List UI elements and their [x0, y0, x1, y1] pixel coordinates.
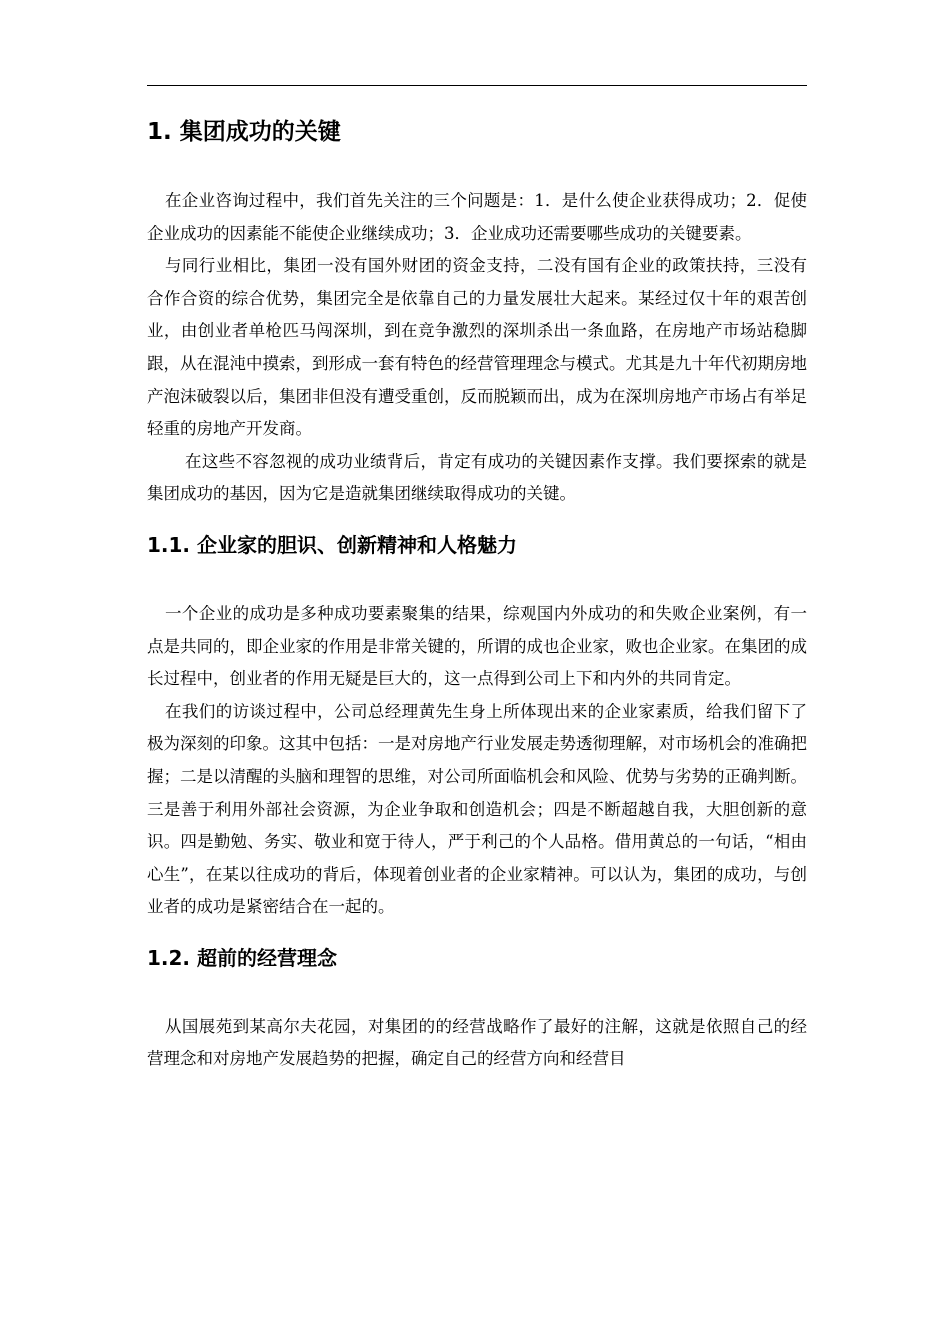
- paragraph: 在我们的访谈过程中，公司总经理黄先生身上所体现出来的企业家素质，给我们留下了极为深刻的印象。这其中包括：一是对房地产行业发展走势透彻理解，对市场机会的准确把握；二是以清醒的头脑和理智的思维，对公司所面临机会和风险、优势与劣势的正确判断。三是善于利用外部社会资源，为企业争取和创造机会；四是不断超越自我，大胆创新的意识。四是勤勉、务实、敬业和宽于待人，严于利己的个人品格。借用黄总的一句话，“相由心生”，在某以往成功的背后，体现着创业者的企业家精神。可以认为，集团的成功，与创业者的成功是紧密结合在一起的。: [147, 701, 807, 917]
- section-heading-1-1: 1.1. 企业家的胆识、创新精神和人格魅力: [147, 532, 517, 557]
- paragraph: 在这些不容忽视的成功业绩背后，肯定有成功的关键因素作支撑。我们要探索的就是集团成功的基因，因为它是造就集团继续取得成功的关键。: [147, 451, 807, 504]
- paragraph: 与同行业相比，集团一没有国外财团的资金支持，二没有国有企业的政策扶持，三没有合作合资的综合优势，集团完全是依靠自己的力量发展壮大起来。某经过仅十年的艰苦创业，由创业者单枪匹马闯深圳，到在竞争激烈的深圳杀出一条血路，在房地产市场站稳脚跟，从在混沌中摸索，到形成一套有特色的经营管理理念与模式。尤其是九十年代初期房地产泡沫破裂以后，集团非但没有遭受重创，反而脱颖而出，成为在深圳房地产市场占有举足轻重的房地产开发商。: [147, 256, 807, 439]
- section-heading-1-2: 1.2. 超前的经营理念: [147, 945, 337, 970]
- paragraph: 在企业咨询过程中，我们首先关注的三个问题是：1．是什么使企业获得成功；2．促使企业成功的因素能不能使企业继续成功；3．企业成功还需要哪些成功的关键要素。: [147, 191, 807, 243]
- paragraph: 一个企业的成功是多种成功要素聚集的结果，综观国内外成功的和失败企业案例，有一点是共同的，即企业家的作用是非常关键的，所谓的成也企业家，败也企业家。在集团的成长过程中，创业者的作用无疑是巨大的，这一点得到公司上下和内外的共同肯定。: [147, 603, 807, 689]
- paragraph: 从国展苑到某高尔夫花园，对集团的的经营战略作了最好的注解，这就是依照自己的经营理念和对房地产发展趋势的把握，确定自己的经营方向和经营目: [147, 1016, 807, 1069]
- header-rule: [147, 85, 807, 86]
- document-body: [147, 112, 807, 1076]
- section-heading-1: 1. 集团成功的关键: [147, 119, 341, 145]
